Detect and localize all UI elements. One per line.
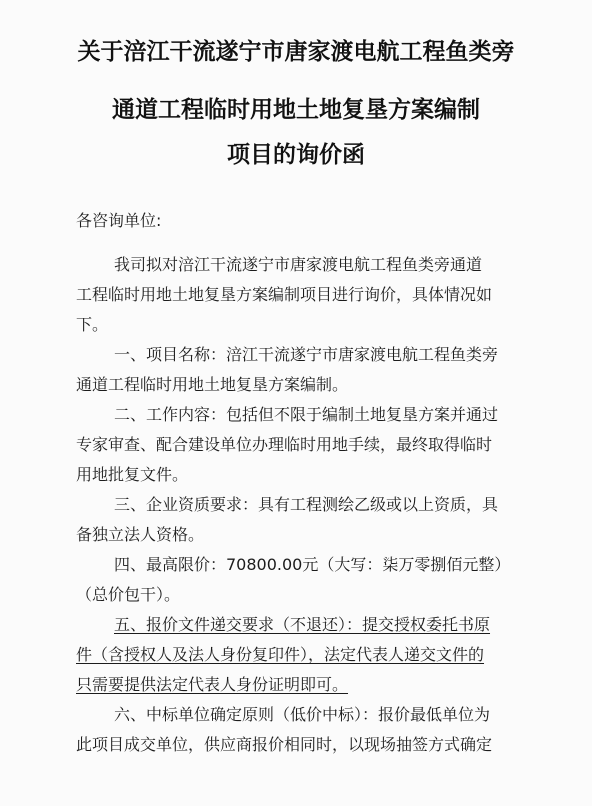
item-5-line-3: 只需要提供法定代表人身份证明即可。 bbox=[76, 675, 349, 694]
item-4-line-2: （总价包干）。 bbox=[76, 585, 181, 604]
item-4-line-1: 四、最高限价：70800.00元（大写：柒万零捌佰元整） bbox=[114, 555, 511, 574]
document-title-line-1: 关于涪江干流遂宁市唐家渡电航工程鱼类旁 bbox=[77, 38, 515, 65]
item-2-line-1: 二、工作内容：包括但不限于编制土地复垦方案并通过 bbox=[114, 405, 499, 424]
item-2-line-3: 用地批复文件。 bbox=[76, 465, 189, 484]
item-6-line-2: 此项目成交单位，供应商报价相同时，以现场抽签方式确定 bbox=[76, 735, 493, 754]
document-title-line-2: 通道工程临时用地土地复垦方案编制 bbox=[112, 96, 480, 123]
item-5-line-2: 件（含授权人及法人身份复印件），法定代表人递交文件的 bbox=[76, 645, 485, 664]
salutation: 各咨询单位: bbox=[76, 211, 162, 230]
item-2-line-2: 专家审查、配合建设单位办理临时用地手续，最终取得临时 bbox=[76, 435, 493, 454]
item-3-line-1: 三、企业资质要求：具有工程测绘乙级或以上资质，具 bbox=[114, 495, 499, 514]
intro-line-1: 我司拟对涪江干流遂宁市唐家渡电航工程鱼类旁通道 bbox=[114, 255, 483, 274]
document-title-line-3: 项目的询价函 bbox=[227, 141, 365, 168]
item-5-line-1: 五、报价文件递交要求（不退还）：提交授权委托书原 bbox=[114, 615, 491, 634]
item-1-line-2: 通道工程临时用地土地复垦方案编制。 bbox=[76, 375, 349, 394]
item-3-line-2: 备独立法人资格。 bbox=[76, 525, 205, 544]
intro-line-3: 下。 bbox=[76, 315, 109, 334]
intro-line-2: 工程临时用地土地复垦方案编制项目进行询价，具体情况如 bbox=[76, 285, 493, 304]
item-1-line-1: 一、项目名称：涪江干流遂宁市唐家渡电航工程鱼类旁 bbox=[114, 345, 499, 364]
item-6-line-1: 六、中标单位确定原则（低价中标）：报价最低单位为 bbox=[114, 705, 491, 724]
